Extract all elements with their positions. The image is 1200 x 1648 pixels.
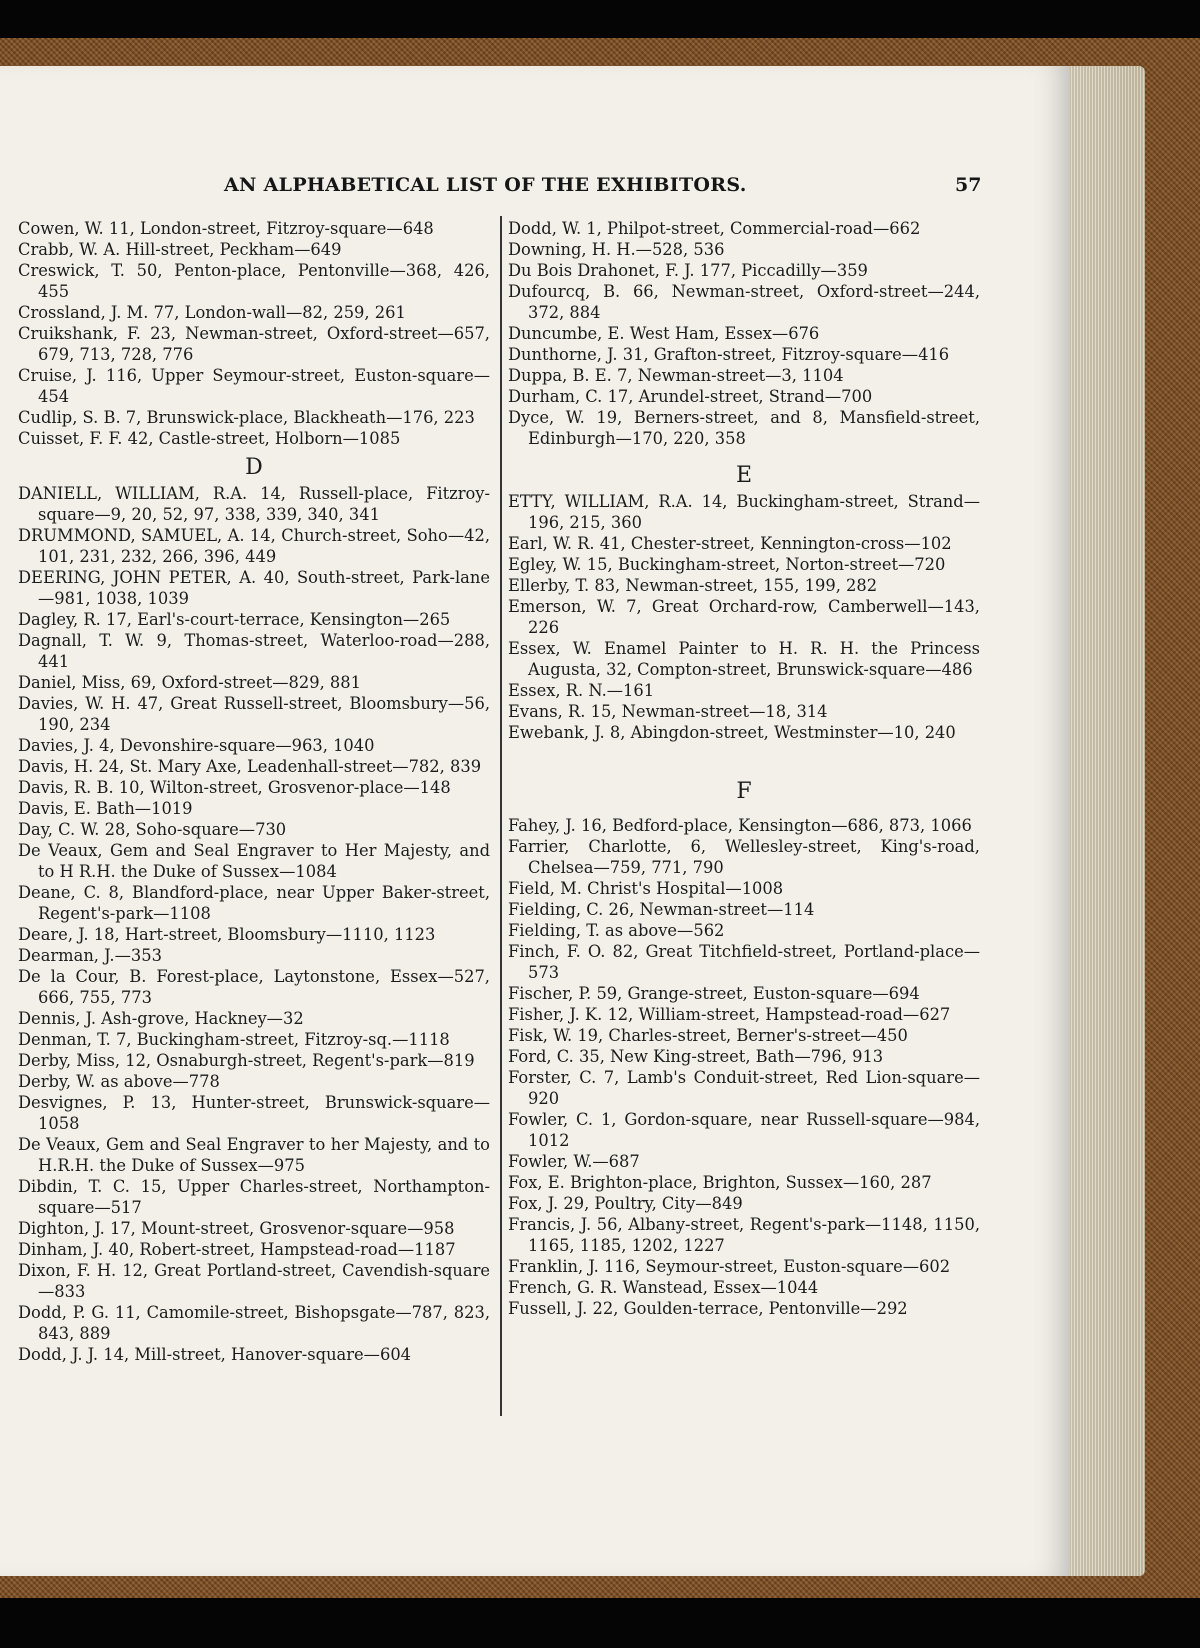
exhibitor-entry: Dighton, J. 17, Mount-street, Grosvenor-square—958 <box>18 1219 455 1238</box>
exhibitor-entry: Fox, E. Brighton-place, Brighton, Sussex—160, 287 <box>508 1173 932 1192</box>
exhibitor-entry: Fahey, J. 16, Bedford-place, Kensington—686, 873, 1066 <box>508 816 972 835</box>
exhibitor-entry: De la Cour, B. Forest-place, Laytonstone, Essex—527, 666, 755, 773 <box>18 967 490 1007</box>
column-divider <box>500 216 502 1416</box>
exhibitor-entry: Dodd, W. 1, Philpot-street, Commercial-road—662 <box>508 219 921 238</box>
exhibitor-entry: Cowen, W. 11, London-street, Fitzroy-square—648 <box>18 219 434 238</box>
left-column <box>18 218 490 1365</box>
exhibitor-entry: Davis, R. B. 10, Wilton-street, Grosvenor-place—148 <box>18 778 451 797</box>
exhibitor-entry: Derby, Miss, 12, Osnaburgh-street, Regent's-park—819 <box>18 1051 475 1070</box>
exhibitor-entry: Dinham, J. 40, Robert-street, Hampstead-road—1187 <box>18 1240 456 1259</box>
exhibitor-entry: Dagnall, T. W. 9, Thomas-street, Waterloo-road—288, 441 <box>18 631 490 671</box>
entries-d-continued <box>508 218 980 449</box>
exhibitor-entry: Ewebank, J. 8, Abingdon-street, Westminster—10, 240 <box>508 723 956 742</box>
exhibitor-entry: Francis, J. 56, Albany-street, Regent's-park—1148, 1150, 1165, 1185, 1202, 1227 <box>508 1215 980 1255</box>
exhibitor-entry: Fischer, P. 59, Grange-street, Euston-square—694 <box>508 984 920 1003</box>
right-column <box>508 218 980 1319</box>
exhibitor-entry: Cuisset, F. F. 42, Castle-street, Holborn—1085 <box>18 429 401 448</box>
entries-c <box>18 218 490 449</box>
exhibitor-entry: Cudlip, S. B. 7, Brunswick-place, Blackheath—176, 223 <box>18 408 475 427</box>
exhibitor-entry: Davies, W. H. 47, Great Russell-street, Bloomsbury—56, 190, 234 <box>18 694 490 734</box>
exhibitor-entry: Derby, W. as above—778 <box>18 1072 220 1091</box>
exhibitor-entry: Cruikshank, F. 23, Newman-street, Oxford-street—657, 679, 713, 728, 776 <box>18 324 490 364</box>
exhibitor-entry: Essex, R. N.—161 <box>508 681 655 700</box>
exhibitor-entry: Creswick, T. 50, Penton-place, Pentonville—368, 426, 455 <box>18 261 490 301</box>
exhibitor-entry: Deane, C. 8, Blandford-place, near Upper Baker-street, Regent's-park—1108 <box>18 883 490 923</box>
exhibitor-entry: Deare, J. 18, Hart-street, Bloomsbury—1110, 1123 <box>18 925 436 944</box>
exhibitor-entry: Duppa, B. E. 7, Newman-street—3, 1104 <box>508 366 844 385</box>
exhibitor-entry: Ford, C. 35, New King-street, Bath—796, 913 <box>508 1047 884 1066</box>
exhibitor-entry: Dodd, P. G. 11, Camomile-street, Bishopsgate—787, 823, 843, 889 <box>18 1303 490 1343</box>
exhibitor-entry: Ellerby, T. 83, Newman-street, 155, 199, 282 <box>508 576 878 595</box>
exhibitor-entry: Davis, H. 24, St. Mary Axe, Leadenhall-street—782, 839 <box>18 757 482 776</box>
exhibitor-entry: Fowler, C. 1, Gordon-square, near Russell-square—984, 1012 <box>508 1110 980 1150</box>
exhibitor-entry: Dennis, J. Ash-grove, Hackney—32 <box>18 1009 304 1028</box>
exhibitor-entry: Emerson, W. 7, Great Orchard-row, Camberwell—143, 226 <box>508 597 980 637</box>
exhibitor-entry: Dagley, R. 17, Earl's-court-terrace, Kensington—265 <box>18 610 451 629</box>
exhibitor-entry: French, G. R. Wanstead, Essex—1044 <box>508 1278 819 1297</box>
exhibitor-entry: Fowler, W.—687 <box>508 1152 640 1171</box>
exhibitor-entry: Earl, W. R. 41, Chester-street, Kennington-cross—102 <box>508 534 952 553</box>
exhibitor-entry: Crabb, W. A. Hill-street, Peckham—649 <box>18 240 342 259</box>
exhibitor-entry: Fielding, C. 26, Newman-street—114 <box>508 900 815 919</box>
section-letter-d: D <box>245 455 263 480</box>
page-number: 57 <box>955 174 982 196</box>
exhibitor-entry: Fisk, W. 19, Charles-street, Berner's-street—450 <box>508 1026 908 1045</box>
exhibitor-entry: Evans, R. 15, Newman-street—18, 314 <box>508 702 828 721</box>
exhibitor-entry: Denman, T. 7, Buckingham-street, Fitzroy-sq.—1118 <box>18 1030 450 1049</box>
exhibitor-entry: Dodd, J. J. 14, Mill-street, Hanover-square—604 <box>18 1345 412 1364</box>
exhibitor-entry: Egley, W. 15, Buckingham-street, Norton-street—720 <box>508 555 946 574</box>
entries-f <box>508 815 980 1319</box>
exhibitor-entry: Downing, H. H.—528, 536 <box>508 240 725 259</box>
exhibitor-entry: Fox, J. 29, Poultry, City—849 <box>508 1194 743 1213</box>
section-letter-f: F <box>736 779 752 804</box>
exhibitor-entry: Daniel, Miss, 69, Oxford-street—829, 881 <box>18 673 361 692</box>
entries-d <box>18 483 490 1365</box>
exhibitor-entry: Desvignes, P. 13, Hunter-street, Brunswick-square—1058 <box>18 1093 490 1133</box>
exhibitor-entry: Field, M. Christ's Hospital—1008 <box>508 879 784 898</box>
exhibitor-entry: Durham, C. 17, Arundel-street, Strand—700 <box>508 387 873 406</box>
exhibitor-entry: DANIELL, WILLIAM, R.A. 14, Russell-place, Fitzroy-square—9, 20, 52, 97, 338, 339, 340, 341 <box>18 484 490 524</box>
exhibitor-entry: Cruise, J. 116, Upper Seymour-street, Euston-square—454 <box>18 366 490 406</box>
exhibitor-entry: DEERING, JOHN PETER, A. 40, South-street, Park-lane—981, 1038, 1039 <box>18 568 490 608</box>
exhibitor-entry: Finch, F. O. 82, Great Titchfield-street, Portland-place—573 <box>508 942 980 982</box>
exhibitor-entry: Crossland, J. M. 77, London-wall—82, 259, 261 <box>18 303 406 322</box>
exhibitor-entry: Dibdin, T. C. 15, Upper Charles-street, Northampton-square—517 <box>18 1177 490 1217</box>
exhibitor-entry: Essex, W. Enamel Painter to H. R. H. the Princess Augusta, 32, Compton-street, Brunswick-square—486 <box>508 639 980 679</box>
exhibitor-entry: Forster, C. 7, Lamb's Conduit-street, Red Lion-square—920 <box>508 1068 980 1108</box>
exhibitor-entry: Duncumbe, E. West Ham, Essex—676 <box>508 324 820 343</box>
exhibitor-entry: Fussell, J. 22, Goulden-terrace, Pentonville—292 <box>508 1299 908 1318</box>
exhibitor-entry: Fielding, T. as above—562 <box>508 921 725 940</box>
exhibitor-entry: DRUMMOND, SAMUEL, A. 14, Church-street, Soho—42, 101, 231, 232, 266, 396, 449 <box>18 526 490 566</box>
entries-e <box>508 491 980 743</box>
exhibitor-entry: Davis, E. Bath—1019 <box>18 799 193 818</box>
exhibitor-entry: De Veaux, Gem and Seal Engraver to Her Majesty, and to H R.H. the Duke of Sussex—1084 <box>18 841 490 881</box>
exhibitor-entry: Dixon, F. H. 12, Great Portland-street, Cavendish-square—833 <box>18 1261 490 1301</box>
exhibitor-entry: Fisher, J. K. 12, William-street, Hampstead-road—627 <box>508 1005 951 1024</box>
exhibitor-entry: Dunthorne, J. 31, Grafton-street, Fitzroy-square—416 <box>508 345 950 364</box>
exhibitor-entry: Farrier, Charlotte, 6, Wellesley-street, King's-road, Chelsea—759, 771, 790 <box>508 837 980 877</box>
exhibitor-entry: Franklin, J. 116, Seymour-street, Euston-square—602 <box>508 1257 951 1276</box>
exhibitor-entry: Du Bois Drahonet, F. J. 177, Piccadilly—359 <box>508 261 868 280</box>
page-title: AN ALPHABETICAL LIST OF THE EXHIBITORS. <box>224 174 747 196</box>
exhibitor-entry: Day, C. W. 28, Soho-square—730 <box>18 820 287 839</box>
exhibitor-entry: Dearman, J.—353 <box>18 946 162 965</box>
section-letter-e: E <box>735 463 753 488</box>
exhibitor-entry: Davies, J. 4, Devonshire-square—963, 1040 <box>18 736 375 755</box>
exhibitor-entry: ETTY, WILLIAM, R.A. 14, Buckingham-street, Strand—196, 215, 360 <box>508 492 980 532</box>
exhibitor-entry: Dufourcq, B. 66, Newman-street, Oxford-street—244, 372, 884 <box>508 282 980 322</box>
exhibitor-entry: De Veaux, Gem and Seal Engraver to her Majesty, and to H.R.H. the Duke of Sussex—975 <box>18 1135 490 1175</box>
exhibitor-entry: Dyce, W. 19, Berners-street, and 8, Mansfield-street, Edinburgh—170, 220, 358 <box>508 408 980 448</box>
